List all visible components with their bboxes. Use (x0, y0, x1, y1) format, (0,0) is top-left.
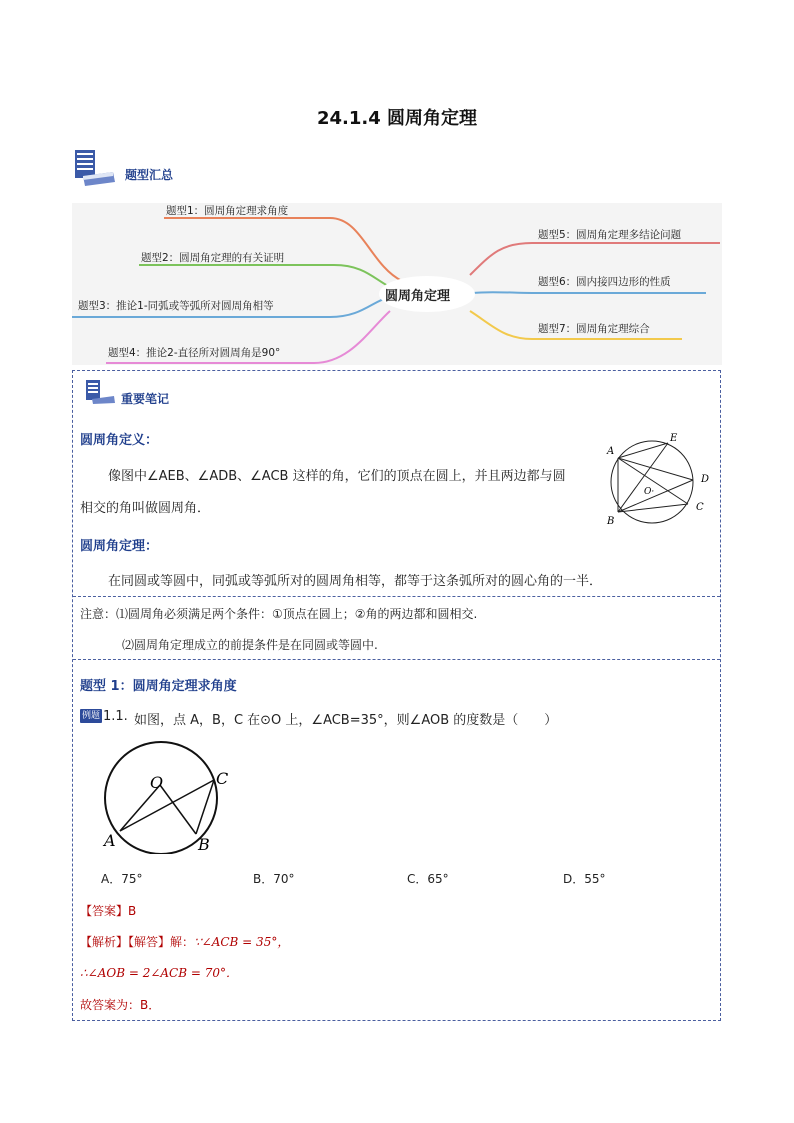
definition-line-2: 相交的角叫做圆周角． (80, 501, 211, 516)
option-c: C．65° (407, 872, 449, 886)
example-badge: 例题 (81, 711, 100, 721)
point-e-label: E (670, 433, 678, 444)
divider (73, 596, 720, 597)
notes-icon (84, 379, 116, 405)
point-d-label: D (701, 474, 710, 485)
note-2: ⑵圆周角定理成立的前提条件是在同圆或等圆中. (122, 638, 378, 652)
point-o-label: O (150, 773, 164, 792)
definition-line-1: 像图中∠AEB、∠ADB、∠ACB 这样的角，它们的顶点在圆上，并且两边都与圆 (108, 469, 566, 484)
summary-heading: 题型汇总 (125, 168, 174, 182)
theorem-text: 在同圆或等圆中，同弧或等弧所对的圆周角相等，都等于这条弧所对的圆心角的一半． (108, 574, 603, 589)
answer-line (80, 902, 136, 919)
point-b-label: B (198, 835, 210, 854)
branch-6 (472, 292, 706, 293)
theorem-title: 圆周角定理： (80, 539, 159, 554)
option-a: A．75° (101, 872, 143, 886)
center-label: 圆周角定理 (385, 289, 451, 304)
type-7-label: 题型7：圆周角定理综合 (538, 323, 650, 335)
center-o-label: O· (644, 487, 655, 497)
analysis-label: 【解析】【解答】解： (80, 935, 195, 949)
type-5-label: 题型5：圆周角定理多结论问题 (538, 229, 682, 241)
branch-2 (139, 265, 390, 287)
problem-number: 1.1. (103, 709, 128, 724)
option-b: B．70° (253, 872, 295, 886)
divider (73, 659, 720, 660)
point-a-label: A (607, 446, 615, 457)
problem-type-title: 题型 1：圆周角定理求角度 (80, 679, 237, 694)
problem-figure (98, 738, 238, 854)
book-icon (73, 148, 117, 188)
circle (611, 441, 693, 523)
branch-5 (470, 243, 720, 275)
solution-conclusion: 故答案为：B． (80, 998, 161, 1012)
point-c-label: C (696, 502, 704, 513)
analysis-math: ∵∠ACB = 35°， (194, 935, 290, 949)
type-6-label: 题型6：圆内接四边形的性质 (538, 276, 671, 288)
mindmap (72, 203, 722, 365)
chord-ad (618, 458, 693, 480)
analysis-line (80, 933, 289, 950)
definition-title: 圆周角定义： (80, 433, 159, 448)
type-2-label: 题型2：圆周角定理的有关证明 (141, 252, 285, 264)
notes-heading: 重要笔记 (121, 392, 170, 406)
type-4-label: 题型4：推论2-直径所对圆周角是90° (108, 347, 281, 359)
page-title: 24.1.4 圆周角定理 (316, 108, 478, 129)
type-3-label: 题型3：推论1-同弧或等弧所对圆周角相等 (78, 300, 274, 312)
type-1-label: 题型1：圆周角定理求角度 (166, 205, 289, 217)
note-1: 注意：⑴圆周角必须满足两个条件：①顶点在圆上；②角的两边都和圆相交. (80, 607, 478, 621)
answer-value: B (128, 904, 137, 918)
point-a-label: A (104, 831, 116, 850)
point-c-label: C (216, 769, 229, 788)
point-b-label: B (607, 516, 615, 527)
solution-step: ∴∠AOB = 2∠ACB = 70°． (80, 966, 239, 980)
problem-stem: 如图，点 A，B，C 在⊙O 上，∠ACB=35°，则∠AOB 的度数是（ ） (134, 713, 558, 728)
answer-label: 【答案】 (80, 904, 129, 918)
inscribed-angle-figure (596, 432, 714, 532)
option-d: D．55° (563, 872, 606, 886)
